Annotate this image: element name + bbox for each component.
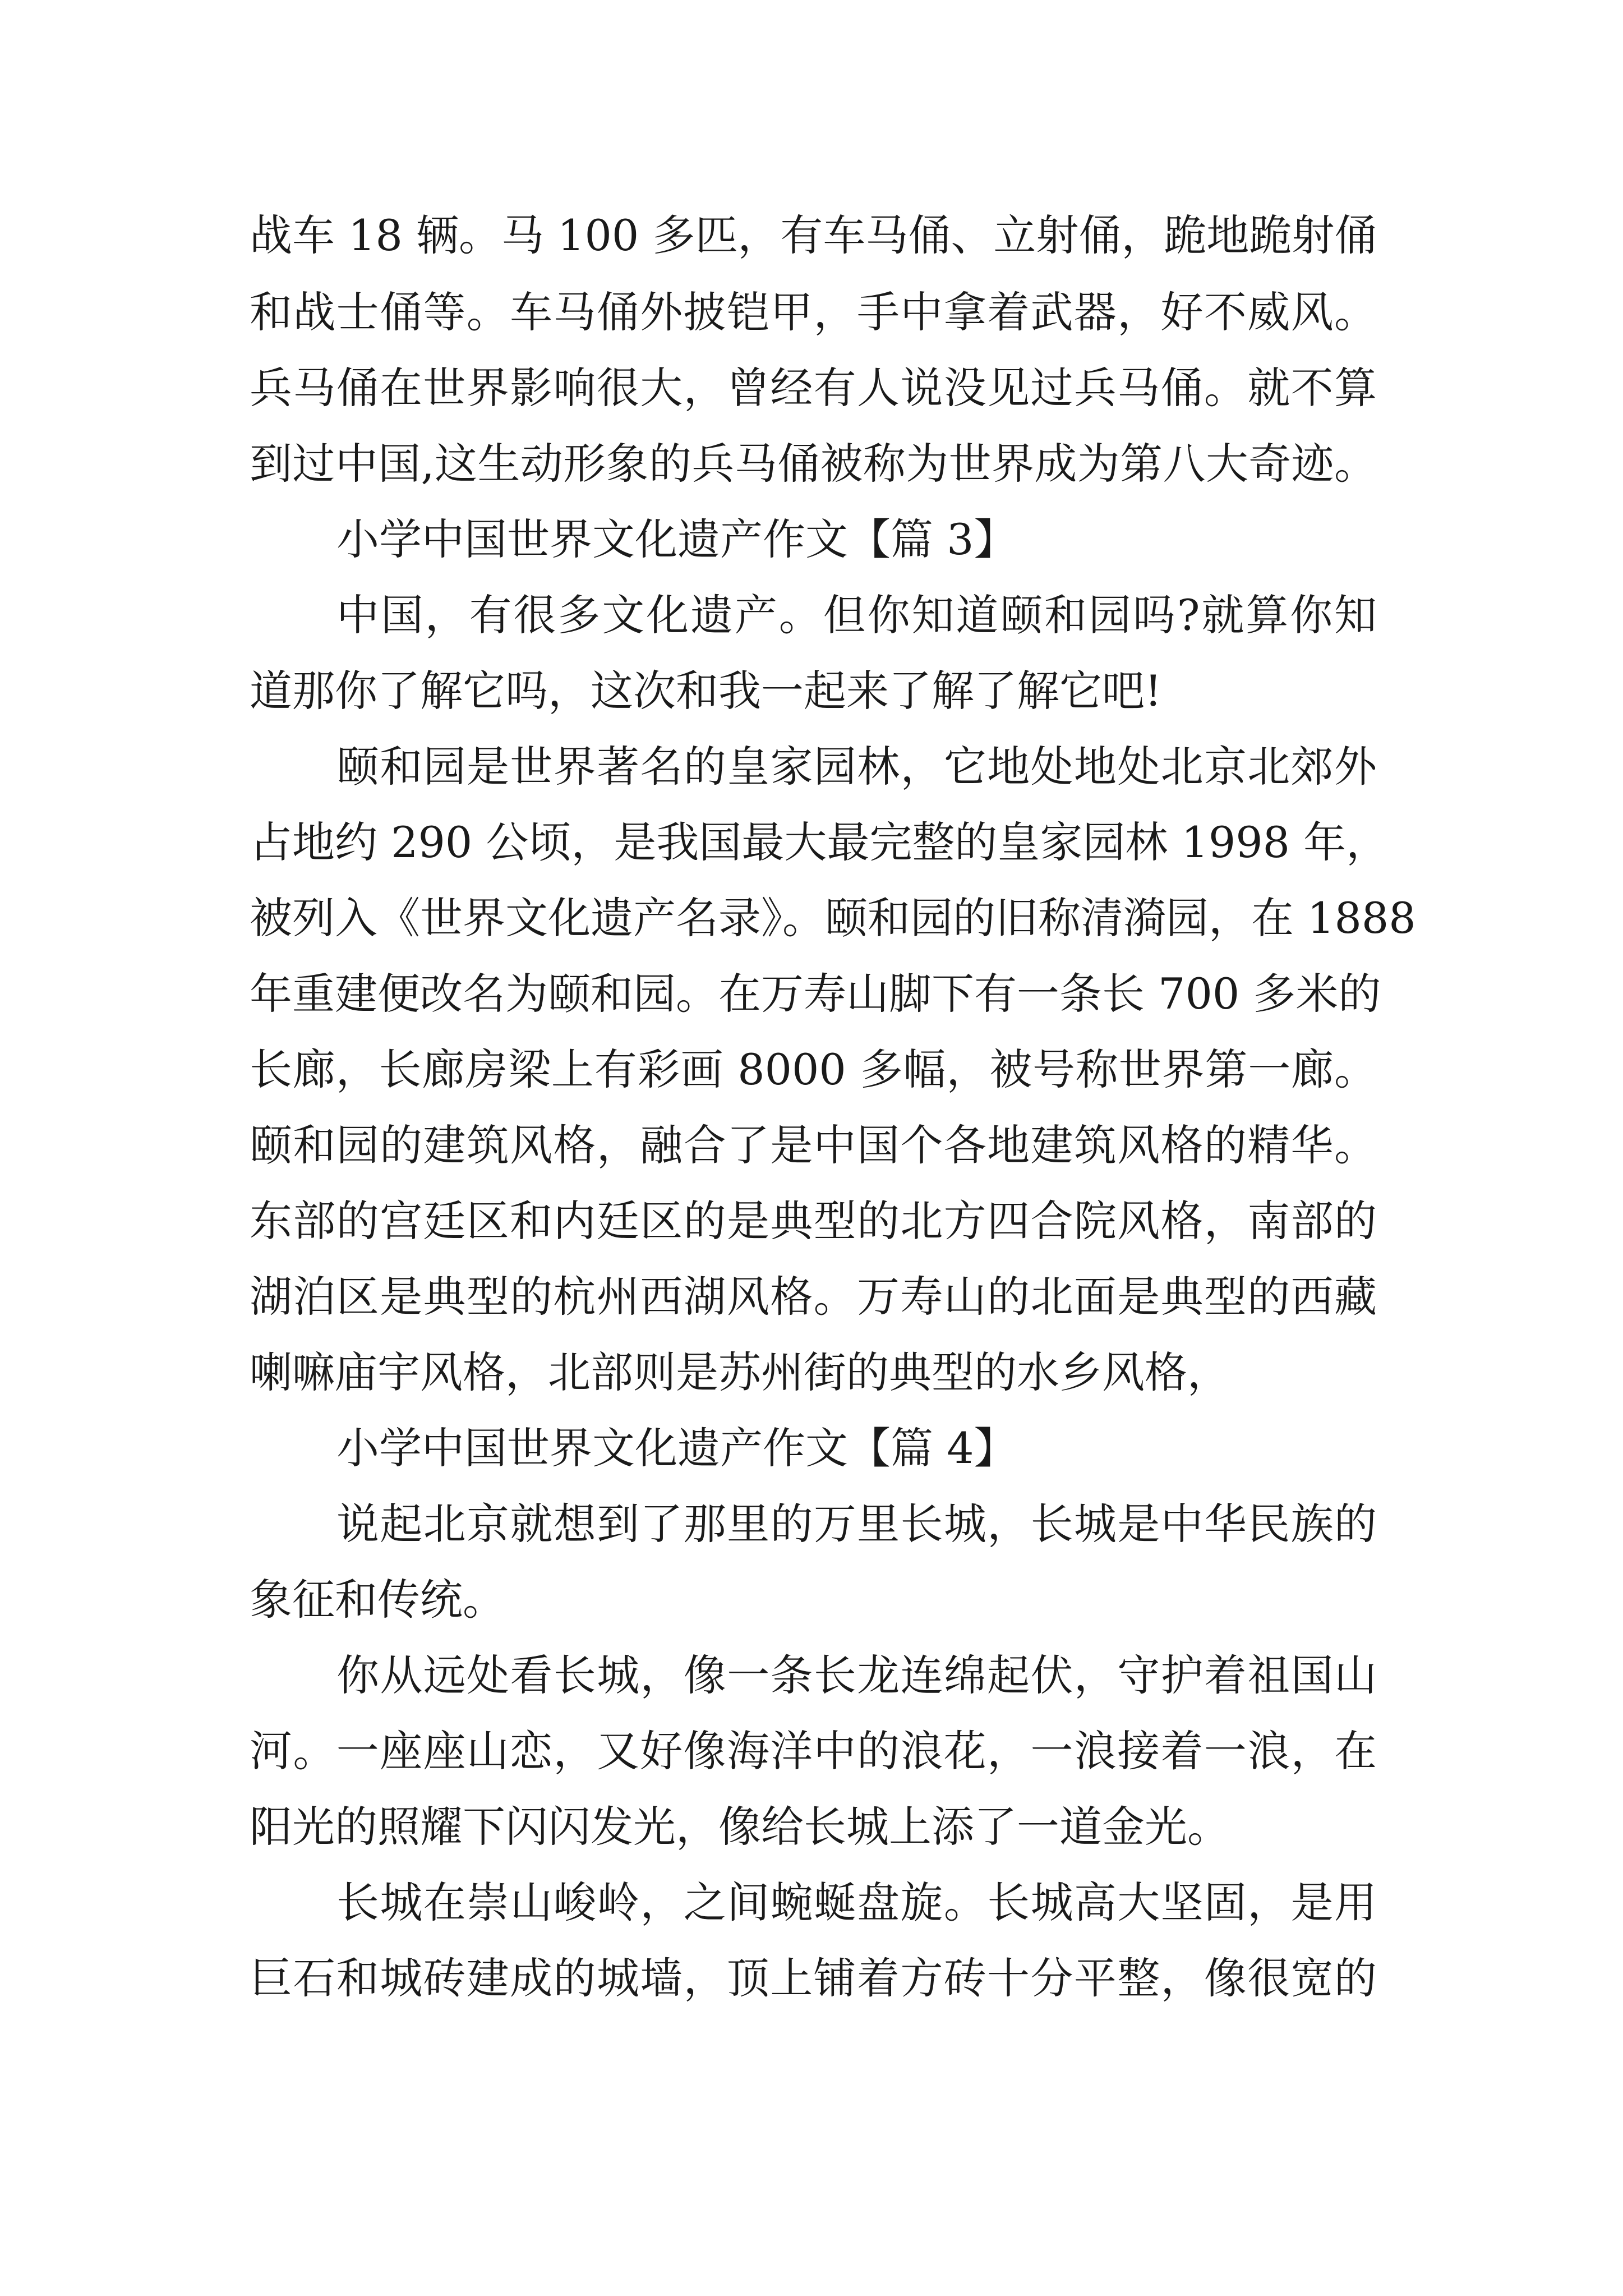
section-heading: 小学中国世界文化遗产作文【篇 3】 [336, 514, 1017, 564]
paragraph-line: 喇嘛庙宇风格，北部则是苏州街的典型的水乡风格， [250, 1347, 1230, 1397]
section-heading: 小学中国世界文化遗产作文【篇 4】 [336, 1423, 1017, 1473]
paragraph-line: 湖泊区是典型的杭州西湖风格。万寿山的北面是典型的西藏 [250, 1272, 1377, 1322]
paragraph-line: 兵马俑在世界影响很大，曾经有人说没见过兵马俑。就不算 [250, 363, 1377, 413]
paragraph-line: 象征和传统。 [250, 1575, 505, 1625]
paragraph-line: 说起北京就想到了那里的万里长城，长城是中华民族的 [336, 1499, 1377, 1549]
paragraph-line: 战车 18 辆。马 100 多匹，有车马俑、立射俑，跪地跪射俑 [250, 210, 1377, 260]
paragraph-line: 被列入《世界文化遗产名录》。颐和园的旧称清漪园，在 1888 [250, 893, 1416, 943]
paragraph-line: 和战士俑等。车马俑外披铠甲，手中拿着武器，好不威风。 [250, 287, 1377, 337]
paragraph-line: 年重建便改名为颐和园。在万寿山脚下有一条长 700 多米的 [250, 969, 1381, 1019]
paragraph-line: 巨石和城砖建成的城墙，顶上铺着方砖十分平整，像很宽的 [250, 1953, 1377, 2003]
paragraph-line: 长城在崇山峻岭，之间蜿蜒盘旋。长城高大坚固，是用 [336, 1878, 1377, 1927]
paragraph-line: 阳光的照耀下闪闪发光，像给长城上添了一道金光。 [250, 1802, 1230, 1852]
paragraph-line: 到过中国,这生动形象的兵马俑被称为世界成为第八大奇迹。 [250, 439, 1377, 489]
paragraph-line: 颐和园是世界著名的皇家园林，它地处地处北京北郊外 [336, 742, 1377, 792]
paragraph-line: 东部的宫廷区和内廷区的是典型的北方四合院风格，南部的 [250, 1196, 1377, 1246]
paragraph-line: 你从远处看长城，像一条长龙连绵起伏，守护着祖国山 [336, 1650, 1377, 1700]
paragraph-line: 颐和园的建筑风格，融合了是中国个各地建筑风格的精华。 [250, 1120, 1377, 1170]
paragraph-line: 长廊，长廊房梁上有彩画 8000 多幅，被号称世界第一廊。 [250, 1045, 1377, 1094]
paragraph-line: 道那你了解它吗，这次和我一起来了解了解它吧! [250, 666, 1162, 716]
paragraph-line: 中国，有很多文化遗产。但你知道颐和园吗?就算你知 [336, 590, 1377, 640]
paragraph-line: 占地约 290 公顷，是我国最大最完整的皇家园林 1998 年， [250, 817, 1389, 867]
paragraph-line: 河。一座座山恋，又好像海洋中的浪花，一浪接着一浪，在 [250, 1726, 1377, 1776]
